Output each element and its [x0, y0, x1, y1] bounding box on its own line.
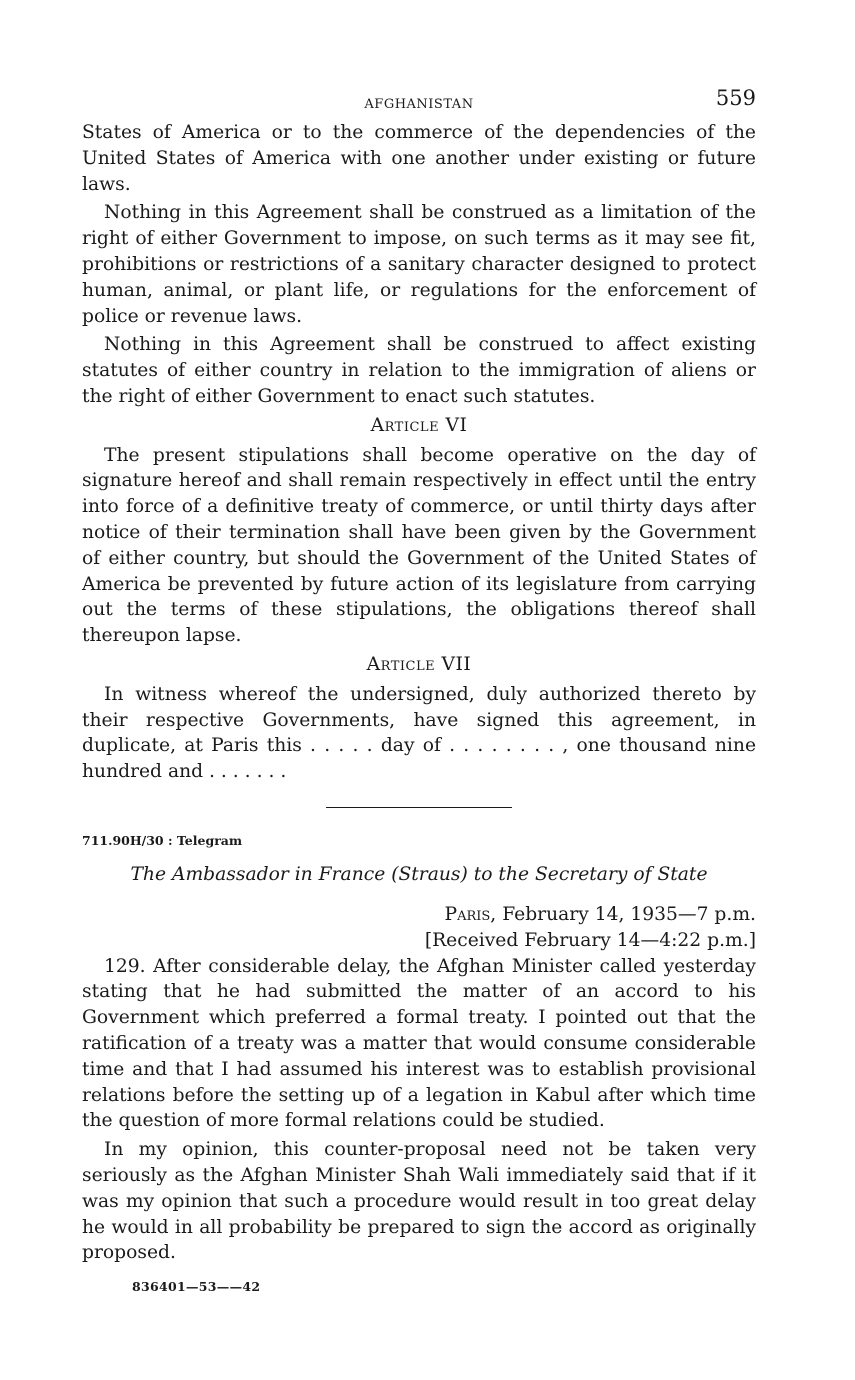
telegram-paragraph-opinion: In my opinion, this counter-proposal need not be taken very seriously as the Afghan Minister Shah Wali immediately said that if it was my opinion that such a procedure would result in too great delay he would in all probability be prepared to sign the accord as originally proposed.	[82, 1139, 756, 1264]
printer-id: 836401—53——42	[132, 1279, 261, 1295]
section-divider	[326, 807, 512, 809]
paragraph-continuation: States of America or to the commerce of the dependencies of the United States of America with one another under existing or future laws.	[82, 122, 756, 195]
paragraph-limitation: Nothing in this Agreement shall be construed as a limitation of the right of either Government to impose, on such terms as it may see fit, prohibitions or restrictions of a sanitary character designed to protect human, animal, or plant life, or regulations for the enforcement of police or revenue laws.	[82, 202, 756, 327]
received-line: [Received February 14—4:22 p.m.]	[424, 929, 756, 951]
page-number: 559	[715, 86, 756, 110]
article-vi-heading: Article VI	[370, 414, 468, 436]
paragraph-article-vii: In witness whereof the undersigned, duly authorized thereto by their respective Governments, have signed this agreement, in duplicate, at Paris this . . . . . day of . . . . . . . . , one thousand nine hundred and . . . . . . .	[82, 683, 756, 783]
dateline-place: Paris,	[444, 904, 497, 926]
paragraph-article-vi: The present stipulations shall become operative on the day of signature hereof and shall remain respectively in effect until the entry into force of a definitive treaty of commerce, or until thirty days after notice of their termination shall have been given by the Government of either country, but should the Government of the United States of America be prevented by future action of its legislature from carrying out the terms of these stipulations, the obligations thereof shall thereupon lapse.	[82, 444, 756, 647]
telegram-paragraph-129: 129. After considerable delay, the Afghan Minister called yesterday stating that he had submitted the matter of an accord to his Government which preferred a formal treaty. I pointed out that the ratification of a treaty was a matter that would consume considerable time and that I had assumed his interest was to establish provisional relations before the setting up of a legation in Kabul after which time the question of more formal relations could be studied.	[82, 955, 756, 1132]
telegram-title: The Ambassador in France (Straus) to the Secretary of State	[130, 864, 708, 886]
page-header	[82, 88, 756, 116]
dateline	[82, 902, 756, 928]
telegram-reference: 711.90H/30 : Telegram	[82, 833, 243, 849]
document-page	[82, 88, 756, 1300]
dateline-date: February 14, 1935—7 p.m.	[502, 904, 756, 926]
paragraph-immigration: Nothing in this Agreement shall be construed to affect existing statutes of either country in relation to the immigration of aliens or the right of either Government to enact such statutes.	[82, 334, 756, 407]
running-head: AFGHANISTAN	[364, 97, 474, 112]
article-vii-heading: Article VII	[366, 653, 472, 675]
